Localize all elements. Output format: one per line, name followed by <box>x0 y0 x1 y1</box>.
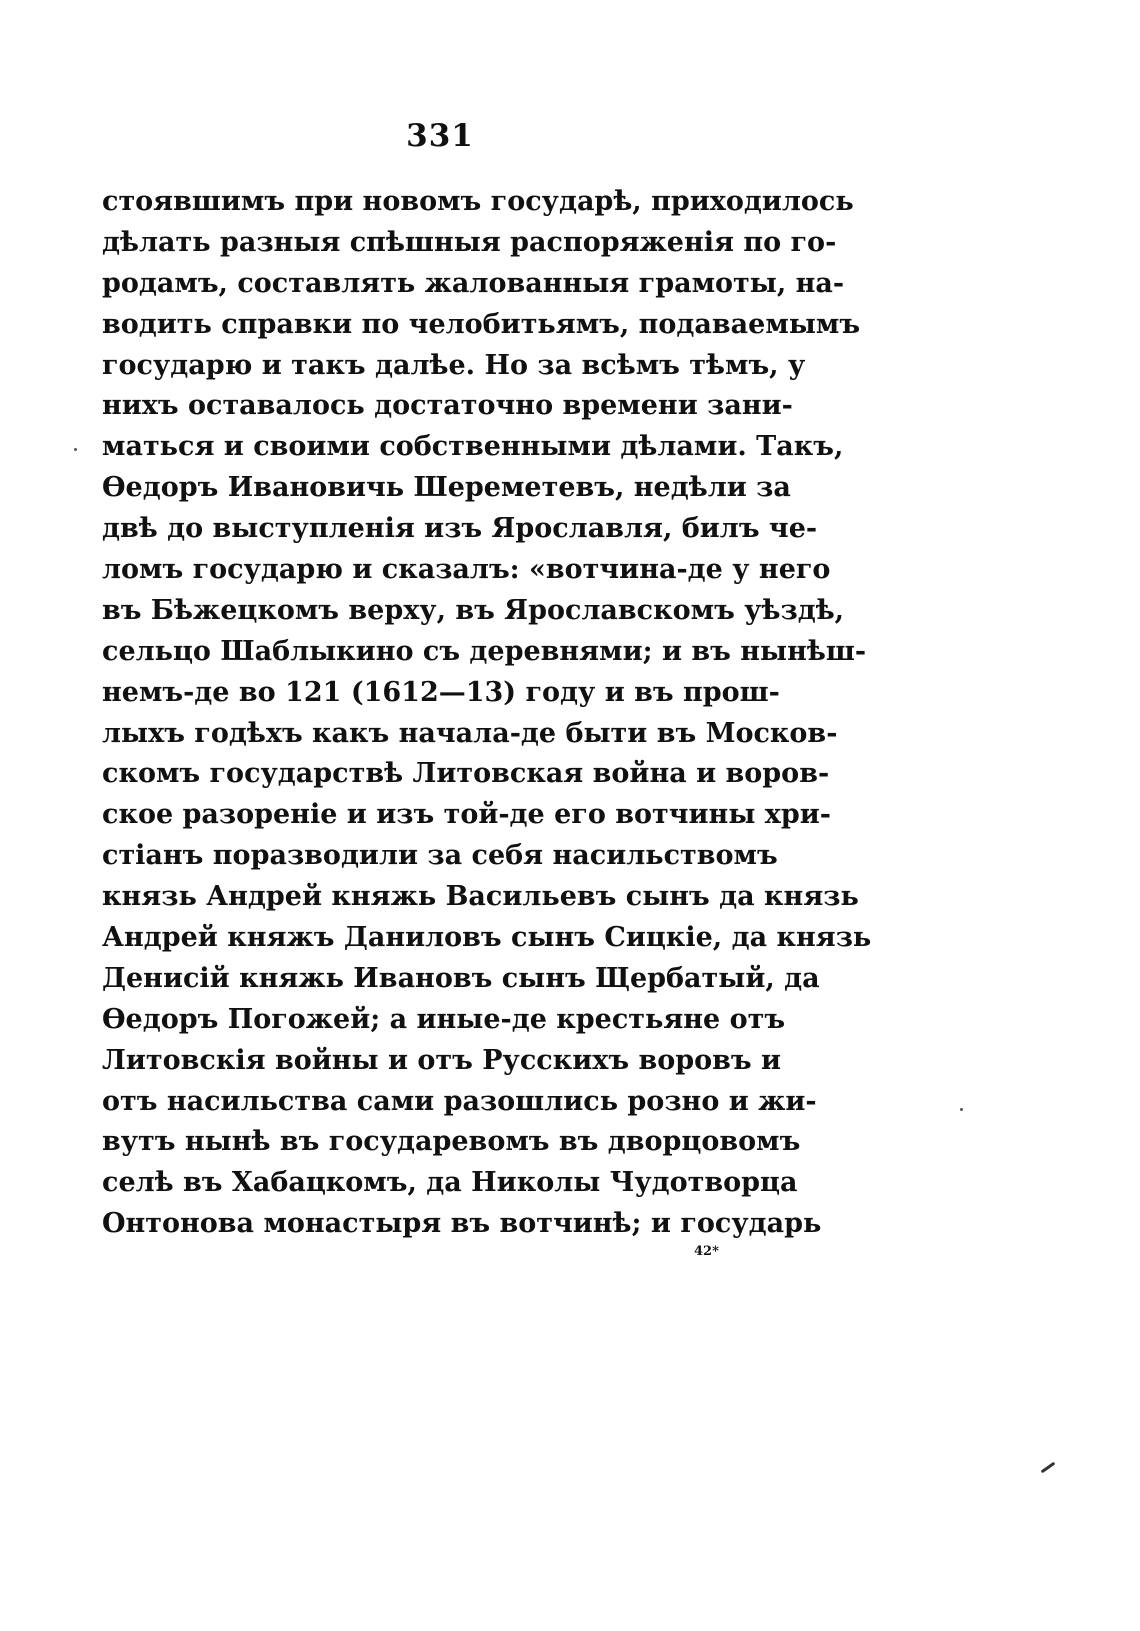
text-line: нихъ оставалось достаточно времени зани- <box>102 390 793 422</box>
paper-speck <box>74 448 77 451</box>
text-line: дѣлать разныя спѣшныя распоряженія по го- <box>102 226 837 258</box>
text-line: скомъ государствѣ Литовская война и воров- <box>102 758 830 790</box>
text-line: сельцо Шаблыкино съ деревнями; и въ нынѣш- <box>102 635 867 667</box>
text-line: ское разореніе и изъ той-де его вотчины хри- <box>102 799 831 831</box>
text-line: родамъ, составлять жалованныя грамоты, на- <box>102 267 845 299</box>
text-line: князь Андрей княжь Васильевъ сынъ да князь <box>102 881 859 913</box>
text-line: лыхъ годѣхъ какъ начала-де быти въ Москов- <box>102 717 838 749</box>
text-line: стоявшимъ при новомъ государѣ, приходилось <box>102 186 854 217</box>
text-line: маться и своими собственными дѣлами. Такъ, <box>102 431 844 463</box>
text-line: ломъ государю и сказалъ: «вотчина-де у него <box>102 554 831 586</box>
text-line: двѣ до выступленія изъ Ярославля, билъ че- <box>102 513 818 545</box>
text-line: селѣ въ Хабацкомъ, да Николы Чудотворца <box>102 1167 798 1199</box>
text-line: отъ насильства сами разошлись розно и жи- <box>102 1085 817 1117</box>
paper-scratch <box>1041 1462 1056 1474</box>
text-line: государю и такъ далѣе. Но за всѣмъ тѣмъ, у <box>102 349 806 381</box>
text-line: Литовскія войны и отъ Русскихъ воровъ и <box>102 1044 781 1076</box>
page-number: 331 <box>406 118 474 154</box>
text-line: немъ-де во 121 (1612—13) году и въ прош- <box>102 676 780 708</box>
text-line: Ѳедоръ Погожей; а иные-де крестьяне отъ <box>102 1003 786 1035</box>
printer-signature-mark: 42* <box>694 1244 719 1259</box>
text-line: Андрей княжъ Даниловъ сынъ Сицкіе, да князь <box>102 922 872 954</box>
body-text <box>102 182 872 1245</box>
text-line: водить справки по челобитьямъ, подаваемымъ <box>102 308 861 340</box>
paper-speck <box>960 1108 963 1111</box>
text-line: Ѳедоръ Ивановичь Шереметевъ, недѣли за <box>102 472 791 504</box>
text-line: въ Бѣжецкомъ верху, въ Ярославскомъ уѣздѣ, <box>102 594 845 626</box>
text-line: стіанъ поразводили за себя насильствомъ <box>102 840 778 872</box>
text-line: Денисій княжь Ивановъ сынъ Щербатый, да <box>102 962 820 994</box>
text-line: вутъ нынѣ въ государевомъ въ дворцовомъ <box>102 1126 801 1158</box>
text-line: Онтонова монастыря въ вотчинѣ; и государь <box>102 1208 822 1240</box>
